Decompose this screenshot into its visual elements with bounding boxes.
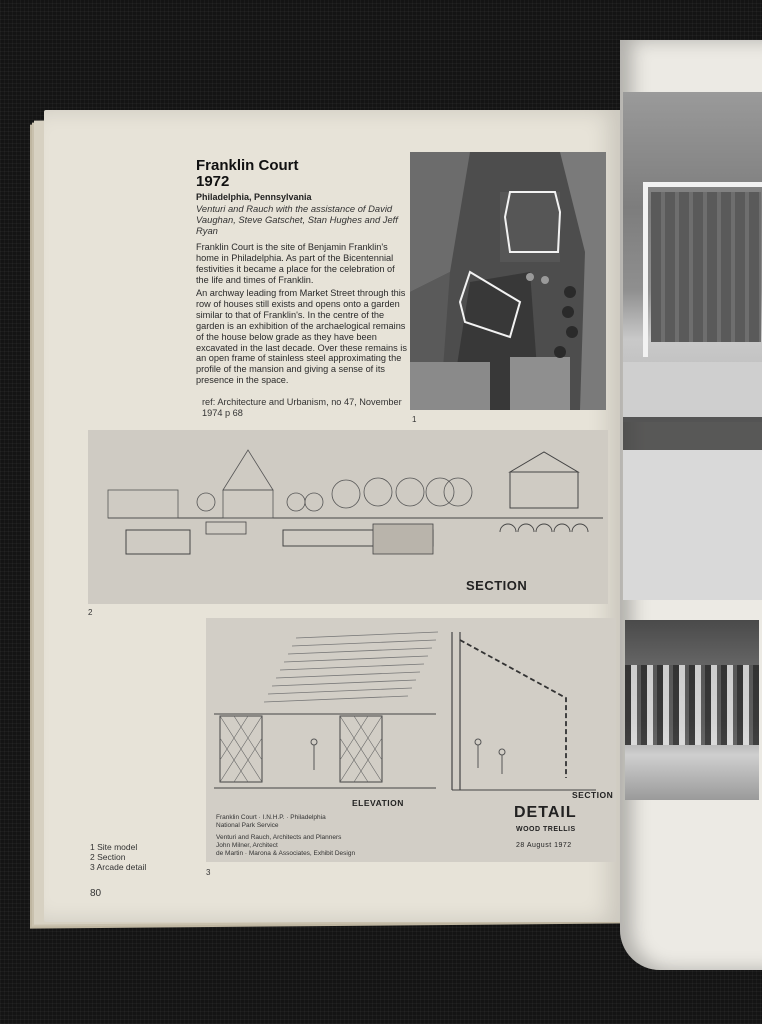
right-photo-people [625, 665, 759, 745]
project-title [196, 158, 299, 190]
project-location: Philadelphia, Pennsylvania [196, 192, 312, 202]
titleblock-line-2: National Park Service [216, 822, 279, 829]
titleblock-project [216, 814, 386, 830]
section-drawing [88, 430, 608, 604]
right-page-blank [623, 450, 762, 600]
section-drawing-lines [88, 430, 608, 604]
description-paragraph-1: Franklin Court is the site of Benjamin Franklin's home in Philadelphia. As part of the Bicentennial festivities it became a place for the celebration of the life and times of Franklin. [196, 242, 395, 285]
figure-number-3: 3 [206, 868, 211, 877]
right-page-photo-frame-structure [623, 92, 762, 422]
reference-citation: ref: Architecture and Urbanism, no 47, November 1974 p 68 [202, 397, 402, 418]
project-name: Franklin Court [196, 157, 299, 174]
project-year: 1972 [196, 173, 230, 190]
titleblock-line-1: Franklin Court · I.N.H.P. · Philadelphia [216, 814, 326, 821]
titleblock-credits [216, 834, 406, 858]
titleblock-line-5: de Martin · Marona & Associates, Exhibit Design [216, 850, 356, 857]
project-credits: Venturi and Rauch with the assistance of David Vaughan, Steve Gatschet, Stan Hughes and Jeff Ryan [196, 203, 398, 236]
figure-number-2: 2 [88, 608, 93, 617]
elevation-label: ELEVATION [352, 798, 404, 808]
titleblock-line-3: Venturi and Rauch, Architects and Planners [216, 834, 342, 841]
figure-number-1: 1 [412, 415, 417, 424]
detail-date: 28 August 1972 [516, 842, 572, 849]
arcade-detail-drawing [206, 618, 616, 862]
site-model-photo [410, 152, 606, 410]
page-content [44, 110, 622, 922]
page-number: 80 [90, 888, 102, 899]
right-photo-steel-frame [643, 182, 762, 357]
detail-subtitle: WOOD TRELLIS [516, 826, 576, 833]
detail-label: DETAIL [514, 804, 577, 821]
caption-2: 2 Section [90, 852, 126, 862]
section-label: SECTION [466, 578, 528, 593]
description-paragraph-2: An archway leading from Market Street through this row of houses still exists and opens onto a garden similar to that of Franklin's. In the centre of the garden is an exhibition of the archaelogical remains of the house below grade as they have been excavated in the last decade. Over these remains is an open frame of stainless steel approximating the profile of the mansion and giving a sense of its presence in the space. [196, 288, 407, 386]
right-photo-ground [623, 362, 762, 422]
site-model-illustration [410, 152, 606, 410]
detail-section-label: SECTION [572, 790, 614, 800]
figure-captions [90, 842, 146, 872]
right-page-photo-costumed-people [625, 620, 759, 800]
titleblock-line-4: John Milner, Architect [216, 842, 278, 849]
caption-3: 3 Arcade detail [90, 862, 147, 872]
caption-1: 1 Site model [90, 842, 138, 852]
